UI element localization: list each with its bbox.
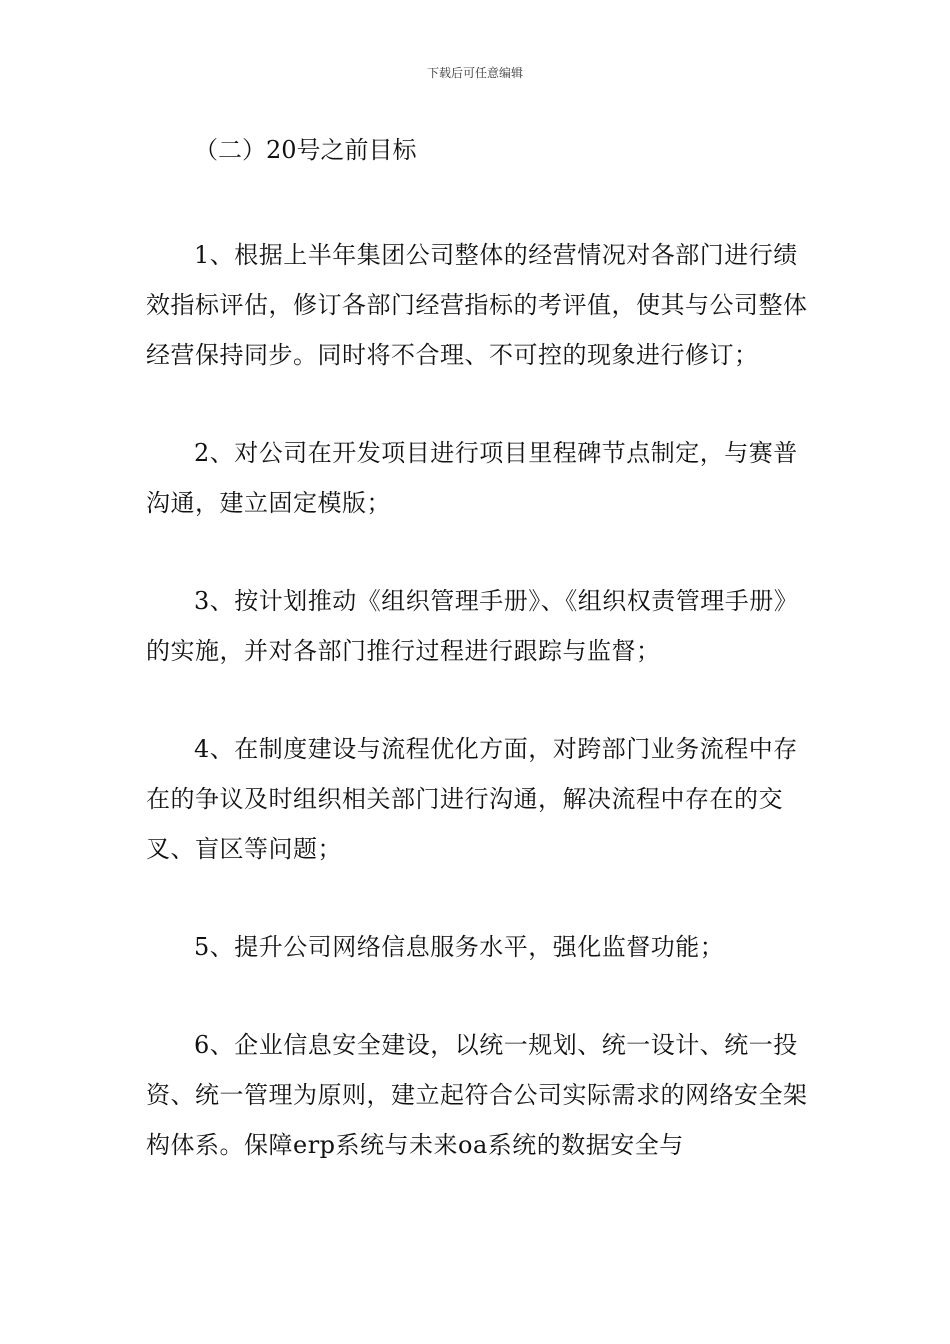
paragraph-5: 5、提升公司网络信息服务水平，强化监督功能； bbox=[194, 933, 725, 961]
paragraph-2: 2、对公司在开发项目进行项目里程碑节点制定，与赛普沟通，建立固定模版； bbox=[146, 439, 798, 517]
paragraph-1: 1、根据上半年集团公司整体的经营情况对各部门进行绩效指标评估，修订各部门经营指标的考评值，使其与公司整体经营保持同步。同时将不合理、不可控的现象进行修订； bbox=[146, 241, 808, 369]
paragraph-4: 4、在制度建设与流程优化方面，对跨部门业务流程中存在的争议及时组织相关部门进行沟通，解决流程中存在的交叉、盲区等问题； bbox=[146, 735, 798, 863]
paragraph-6: 6、企业信息安全建设，以统一规划、统一设计、统一投资、统一管理为原则，建立起符合公司实际需求的网络安全架构体系。保障erp系统与未来oa系统的数据安全与 bbox=[146, 1031, 808, 1159]
paragraph-3: 3、按计划推动《组织管理手册》、《组织权责管理手册》的实施，并对各部门推行过程进行跟踪与监督； bbox=[146, 587, 799, 665]
page-header: 下载后可任意编辑 bbox=[426, 66, 523, 80]
document-body bbox=[146, 126, 810, 1170]
section-heading: （二）20号之前目标 bbox=[194, 136, 417, 164]
